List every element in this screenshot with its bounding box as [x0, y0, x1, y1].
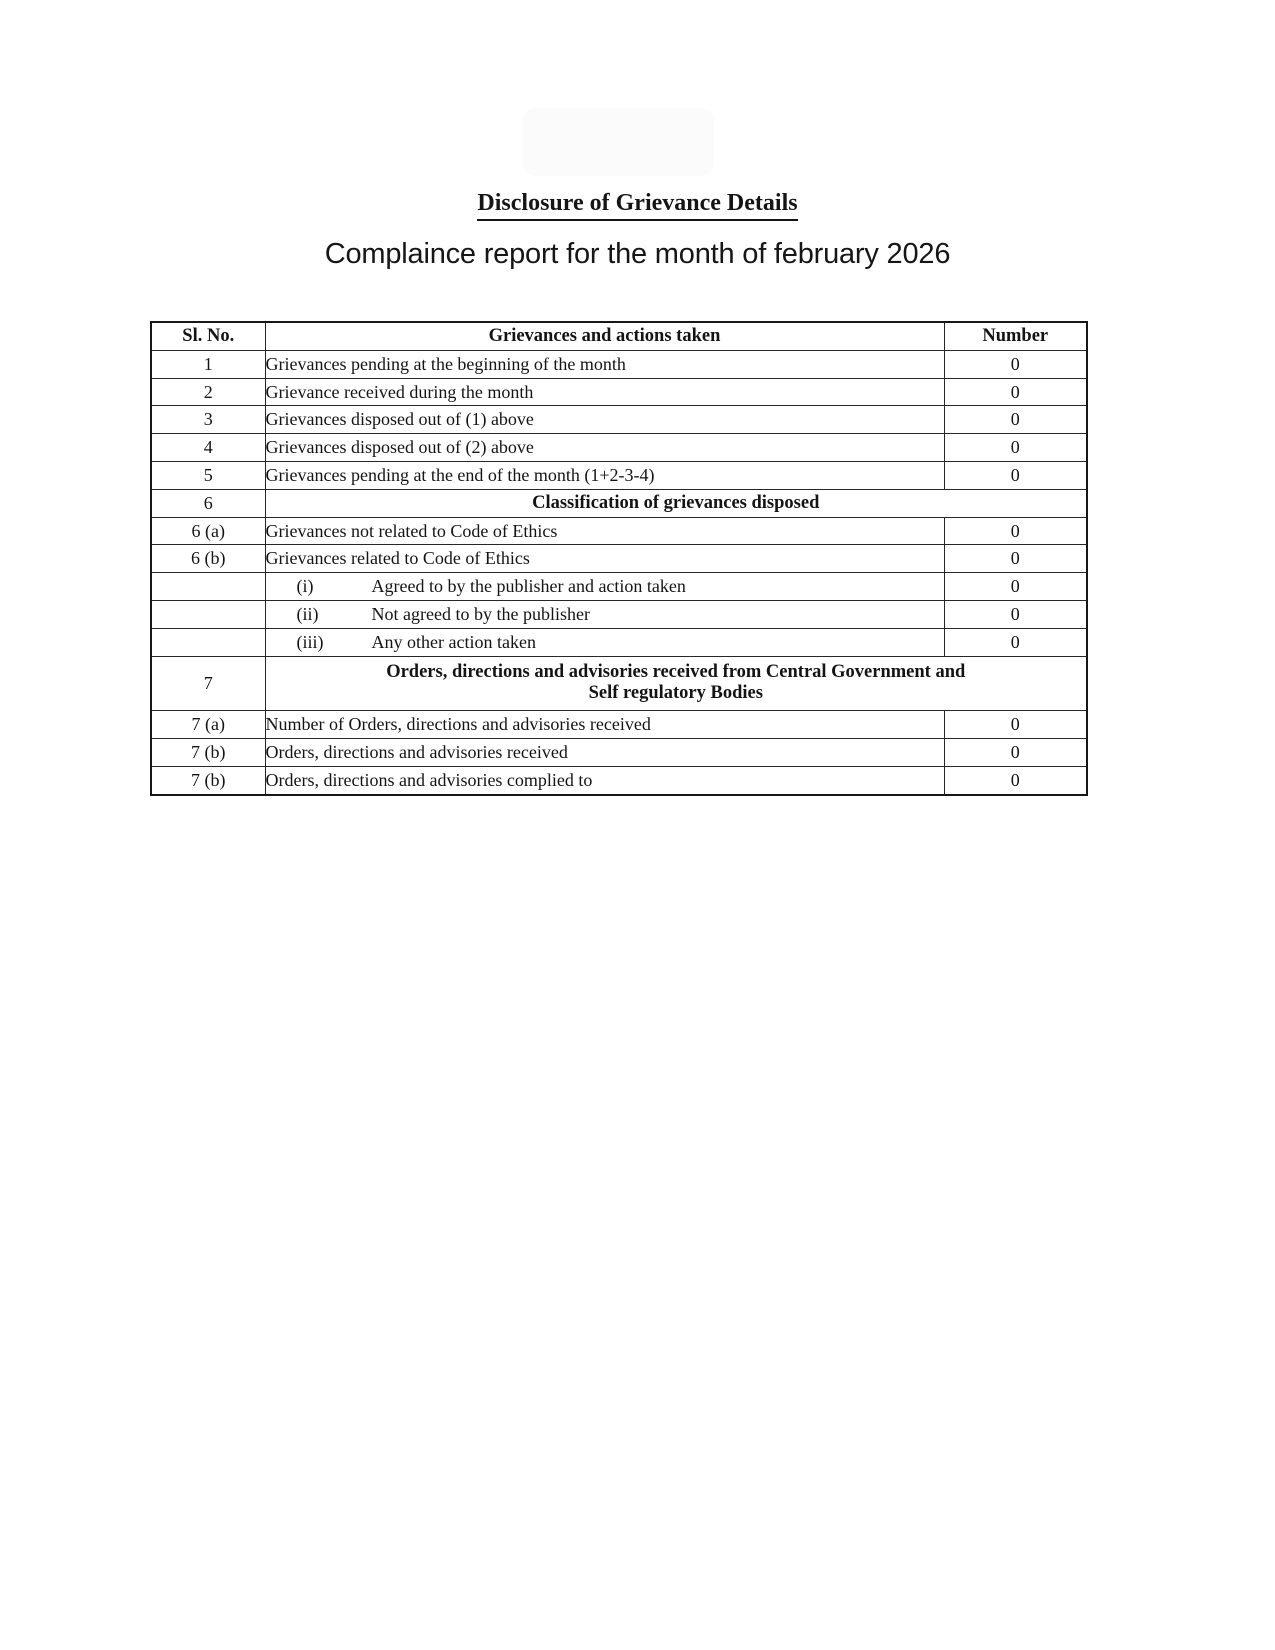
number-cell: 0 [944, 711, 1087, 739]
roman-numeral: (ii) [296, 604, 319, 625]
label-cell: Grievances related to Code of Ethics [265, 545, 944, 573]
section-cell [265, 656, 1087, 711]
sl-cell: 4 [151, 434, 265, 462]
sl-cell: 7 (a) [151, 711, 265, 739]
label-cell: Grievance received during the month [265, 378, 944, 406]
table-row [151, 378, 1087, 406]
sl-cell [151, 628, 265, 656]
label-cell: Number of Orders, directions and advisories received [265, 711, 944, 739]
table-sub-row [151, 628, 1087, 656]
number-cell: 0 [944, 350, 1087, 378]
grievance-table [150, 321, 1088, 796]
table-row [151, 517, 1087, 545]
label-cell [265, 600, 944, 628]
number-cell: 0 [944, 517, 1087, 545]
label-cell: Orders, directions and advisories complied to [265, 766, 944, 794]
sl-cell: 6 (a) [151, 517, 265, 545]
watermark-blob [522, 108, 714, 176]
number-cell: 0 [944, 406, 1087, 434]
sl-cell [151, 600, 265, 628]
label-cell: Grievances not related to Code of Ethics [265, 517, 944, 545]
number-cell: 0 [944, 461, 1087, 489]
label-cell [265, 628, 944, 656]
table-row [151, 766, 1087, 794]
page-title [0, 190, 1275, 221]
roman-numeral: (i) [296, 576, 314, 597]
table-row [151, 738, 1087, 766]
section-line2: Self regulatory Bodies [588, 683, 763, 704]
section-line1: Orders, directions and advisories received from Central Government and [386, 662, 966, 683]
number-cell: 0 [944, 378, 1087, 406]
number-cell: 0 [944, 766, 1087, 794]
number-cell: 0 [944, 545, 1087, 573]
header-number: Number [944, 322, 1087, 350]
header-sl-no: Sl. No. [151, 322, 265, 350]
sl-cell: 6 [151, 489, 265, 517]
table-row [151, 406, 1087, 434]
section-cell: Classification of grievances disposed [265, 489, 1087, 517]
label-cell: Orders, directions and advisories received [265, 738, 944, 766]
page-subtitle: Complaince report for the month of february 2026 [324, 238, 951, 270]
sl-cell: 7 (b) [151, 766, 265, 794]
table-row [151, 711, 1087, 739]
number-cell: 0 [944, 434, 1087, 462]
label-cell: Grievances disposed out of (2) above [265, 434, 944, 462]
sl-cell: 7 (b) [151, 738, 265, 766]
table-sub-row [151, 573, 1087, 601]
table-section-row [151, 489, 1087, 517]
table-row [151, 461, 1087, 489]
sl-cell: 3 [151, 406, 265, 434]
number-cell: 0 [944, 738, 1087, 766]
number-cell: 0 [944, 600, 1087, 628]
table-row [151, 434, 1087, 462]
sl-cell: 5 [151, 461, 265, 489]
sl-cell [151, 573, 265, 601]
label-cell: Grievances pending at the beginning of the month [265, 350, 944, 378]
table-sub-row [151, 600, 1087, 628]
number-cell: 0 [944, 573, 1087, 601]
sub-label: Agreed to by the publisher and action taken [371, 576, 686, 597]
sl-cell: 1 [151, 350, 265, 378]
sub-label: Not agreed to by the publisher [371, 604, 590, 625]
table-row [151, 350, 1087, 378]
sl-cell: 6 (b) [151, 545, 265, 573]
label-cell [265, 573, 944, 601]
table-header-row [151, 322, 1087, 350]
sub-label: Any other action taken [371, 631, 536, 652]
label-cell: Grievances pending at the end of the month (1+2-3-4) [265, 461, 944, 489]
header-grievances: Grievances and actions taken [265, 322, 944, 350]
table-row [151, 545, 1087, 573]
table-section-row [151, 656, 1087, 711]
roman-numeral: (iii) [296, 631, 324, 652]
label-cell: Grievances disposed out of (1) above [265, 406, 944, 434]
sl-cell: 2 [151, 378, 265, 406]
number-cell: 0 [944, 628, 1087, 656]
sl-cell: 7 [151, 656, 265, 711]
page-title-text: Disclosure of Grievance Details [477, 190, 797, 221]
